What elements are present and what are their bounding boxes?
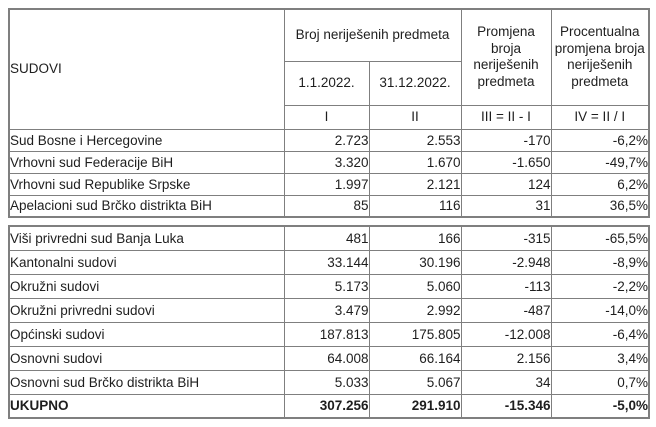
- value-cell: 5.033: [284, 370, 369, 394]
- table-section-upper: [8, 8, 650, 218]
- subheader-col-I: I: [284, 105, 369, 129]
- value-cell: -487: [461, 298, 551, 322]
- table-body-upper: [9, 129, 649, 217]
- value-cell: -170: [461, 129, 551, 151]
- value-cell: 175.805: [369, 322, 461, 346]
- table-row: [9, 129, 649, 151]
- table-row: [9, 195, 649, 217]
- header-row-1: [9, 9, 649, 61]
- value-cell: 2.553: [369, 129, 461, 151]
- value-cell: 31: [461, 195, 551, 217]
- value-cell: -49,7%: [551, 151, 649, 173]
- value-cell: 2.992: [369, 298, 461, 322]
- value-cell: -65,5%: [551, 226, 649, 250]
- court-name-cell: Okružni privredni sudovi: [9, 298, 284, 322]
- value-cell: 2.121: [369, 173, 461, 195]
- value-cell: -6,4%: [551, 322, 649, 346]
- value-cell: 1.670: [369, 151, 461, 173]
- table-row: [9, 173, 649, 195]
- header-date-end: 31.12.2022.: [369, 61, 461, 105]
- table-row: [9, 346, 649, 370]
- value-cell: 33.144: [284, 250, 369, 274]
- courts-statistics-table: [8, 8, 648, 419]
- table-row: [9, 274, 649, 298]
- value-cell: 116: [369, 195, 461, 217]
- court-name-cell: Kantonalni sudovi: [9, 250, 284, 274]
- value-cell: 2.156: [461, 346, 551, 370]
- court-name-cell: UKUPNO: [9, 394, 284, 418]
- value-cell: 2.723: [284, 129, 369, 151]
- court-name-cell: Osnovni sud Brčko distrikta BiH: [9, 370, 284, 394]
- value-cell: 3.320: [284, 151, 369, 173]
- value-cell: 85: [284, 195, 369, 217]
- value-cell: -12.008: [461, 322, 551, 346]
- value-cell: -1.650: [461, 151, 551, 173]
- court-name-cell: Vrhovni sud Federacije BiH: [9, 151, 284, 173]
- value-cell: 64.008: [284, 346, 369, 370]
- value-cell: 187.813: [284, 322, 369, 346]
- subheader-col-II: II: [369, 105, 461, 129]
- table-row: [9, 394, 649, 418]
- table-header: [9, 9, 649, 129]
- value-cell: 3.479: [284, 298, 369, 322]
- court-name-cell: Apelacioni sud Brčko distrikta BiH: [9, 195, 284, 217]
- header-broj-nerijesenih-predmeta: Broj neriješenih predmeta: [284, 9, 461, 61]
- value-cell: -2,2%: [551, 274, 649, 298]
- value-cell: 291.910: [369, 394, 461, 418]
- court-name-cell: Viši privredni sud Banja Luka: [9, 226, 284, 250]
- table-row: [9, 151, 649, 173]
- table-row: [9, 322, 649, 346]
- value-cell: 30.196: [369, 250, 461, 274]
- value-cell: -5,0%: [551, 394, 649, 418]
- value-cell: 0,7%: [551, 370, 649, 394]
- value-cell: -15.346: [461, 394, 551, 418]
- table-body-lower: [9, 226, 649, 418]
- court-name-cell: Sud Bosne i Hercegovine: [9, 129, 284, 151]
- value-cell: 5.060: [369, 274, 461, 298]
- value-cell: 1.997: [284, 173, 369, 195]
- table-row: [9, 250, 649, 274]
- value-cell: 481: [284, 226, 369, 250]
- value-cell: -2.948: [461, 250, 551, 274]
- value-cell: 34: [461, 370, 551, 394]
- subheader-col-III: III = II - I: [461, 105, 551, 129]
- value-cell: 66.164: [369, 346, 461, 370]
- court-name-cell: Osnovni sudovi: [9, 346, 284, 370]
- value-cell: -8,9%: [551, 250, 649, 274]
- value-cell: 5.173: [284, 274, 369, 298]
- value-cell: -113: [461, 274, 551, 298]
- value-cell: 36,5%: [551, 195, 649, 217]
- header-promjena-broja: Promjena broja neriješenih predmeta: [461, 9, 551, 105]
- value-cell: 124: [461, 173, 551, 195]
- court-name-cell: Vrhovni sud Republike Srpske: [9, 173, 284, 195]
- value-cell: 3,4%: [551, 346, 649, 370]
- header-date-start: 1.1.2022.: [284, 61, 369, 105]
- value-cell: 5.067: [369, 370, 461, 394]
- value-cell: 166: [369, 226, 461, 250]
- subheader-col-IV: IV = II / I: [551, 105, 649, 129]
- court-name-cell: Okružni sudovi: [9, 274, 284, 298]
- table-section-lower: [8, 225, 650, 419]
- table-row: [9, 226, 649, 250]
- value-cell: 307.256: [284, 394, 369, 418]
- value-cell: -6,2%: [551, 129, 649, 151]
- value-cell: -315: [461, 226, 551, 250]
- table-row: [9, 370, 649, 394]
- value-cell: -14,0%: [551, 298, 649, 322]
- court-name-cell: Općinski sudovi: [9, 322, 284, 346]
- value-cell: 6,2%: [551, 173, 649, 195]
- table-row: [9, 298, 649, 322]
- header-procentualna-promjena: Procentualna promjena broja neriješenih predmeta: [551, 9, 649, 105]
- header-sudovi: SUDOVI: [9, 9, 284, 129]
